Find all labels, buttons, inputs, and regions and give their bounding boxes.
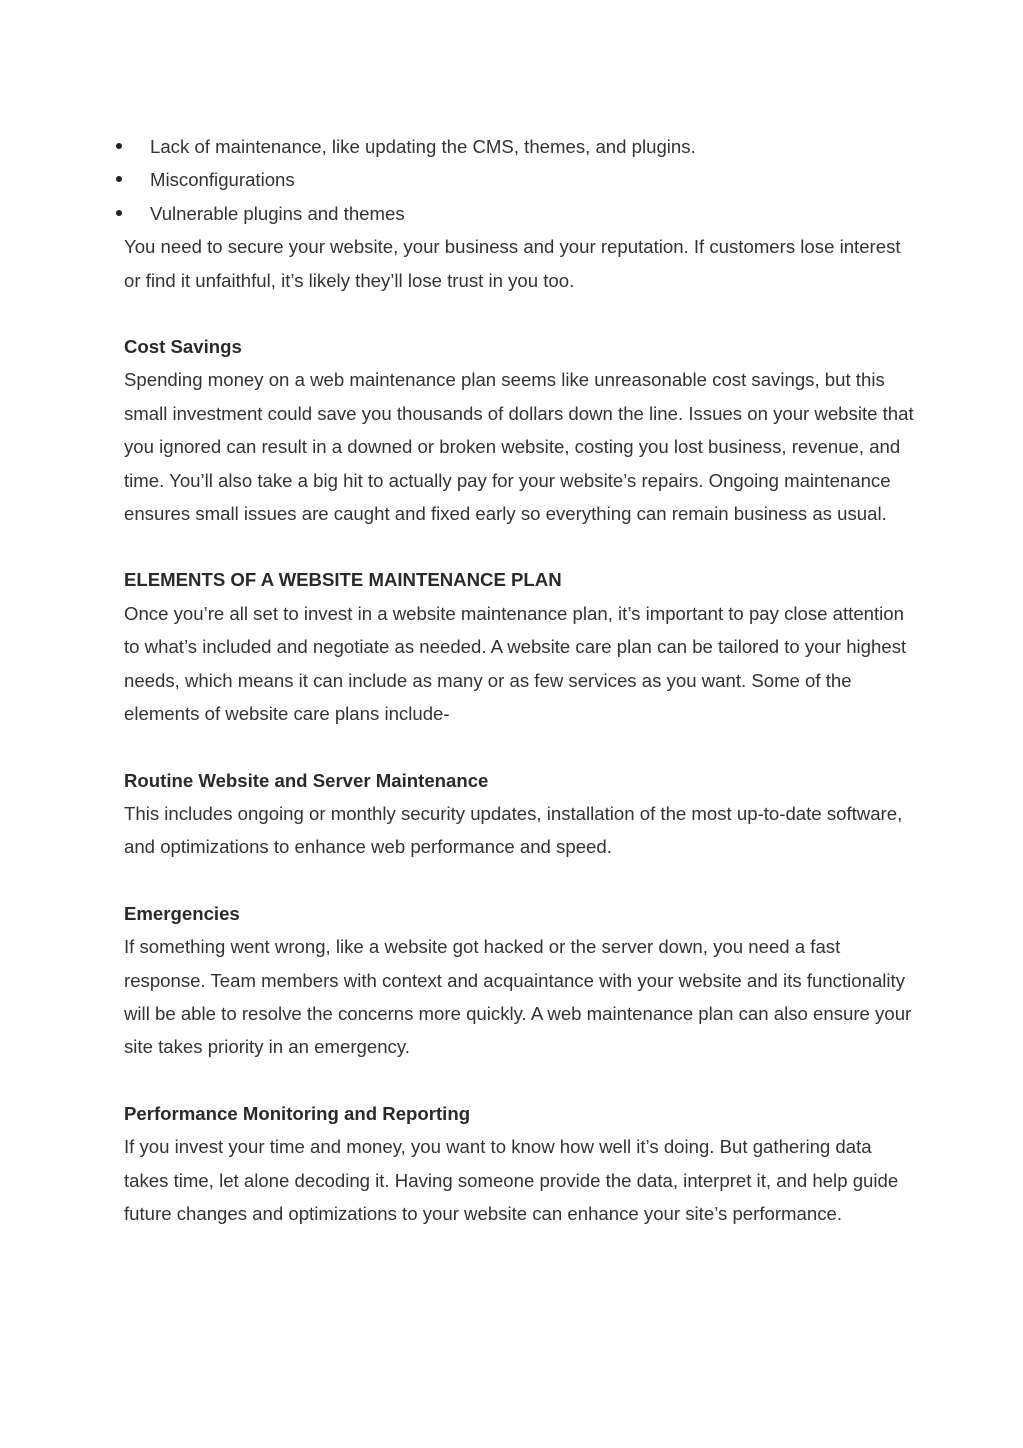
section-routine-maintenance — [124, 764, 914, 864]
bullet-item — [124, 163, 914, 196]
section-heading: Emergencies — [124, 902, 240, 924]
bullet-dot-icon — [116, 176, 122, 182]
section-heading: Routine Website and Server Maintenance — [124, 769, 489, 791]
section-cost-savings — [124, 330, 914, 530]
section-body: This includes ongoing or monthly security updates, installation of the most up-to-date software, and optimizations to enhance web performance and speed. — [124, 802, 903, 858]
document-content — [124, 130, 914, 1230]
section-emergencies — [124, 897, 914, 1064]
bullet-text: Misconfigurations — [150, 169, 295, 191]
bullet-dot-icon — [116, 143, 122, 149]
section-elements — [124, 563, 914, 730]
section-body: Spending money on a web maintenance plan seems like unreasonable cost savings, but this small investment could save you thousands of dollars down the line. Issues on your website that you ignored can result in a downed or broken website, costing you lost business, revenue, and time. You’ll also take a big hit to actually pay for your website’s repairs. Ongoing maintenance ensures small issues are caught and fixed early so everything can remain business as usual. — [124, 369, 914, 525]
bullet-item — [124, 197, 914, 230]
intro-paragraph: You need to secure your website, your business and your reputation. If customers lose interest or find it unfaithful, it’s likely they’ll lose trust in you too. — [124, 236, 901, 291]
section-body: Once you’re all set to invest in a website maintenance plan, it’s important to pay close attention to what’s included and negotiate as needed. A website care plan can be tailored to your highest needs, which means it can include as many or as few services as you want. Some of the elements of website care plans include- — [124, 602, 907, 725]
bullet-list — [124, 130, 914, 230]
section-body: If you invest your time and money, you want to know how well it’s doing. But gathering data takes time, let alone decoding it. Having someone provide the data, interpret it, and help guide future changes and optimizations to your website can enhance your site’s performance. — [124, 1136, 899, 1224]
section-heading: ELEMENTS OF A WEBSITE MAINTENANCE PLAN — [124, 569, 562, 591]
bullet-text: Lack of maintenance, like updating the CMS, themes, and plugins. — [150, 136, 696, 157]
bullet-text: Vulnerable plugins and themes — [150, 202, 405, 224]
section-heading: Cost Savings — [124, 336, 242, 358]
section-heading: Performance Monitoring and Reporting — [124, 1102, 471, 1124]
bullet-dot-icon — [116, 210, 122, 216]
section-performance-monitoring — [124, 1097, 914, 1231]
section-body: If something went wrong, like a website got hacked or the server down, you need a fast response. Team members with context and acquaintance with your website and its functionality will be able to resolve the concerns more quickly. A web maintenance plan can also ensure your site takes priority in an emergency. — [124, 936, 912, 1058]
bullet-item — [124, 130, 914, 163]
